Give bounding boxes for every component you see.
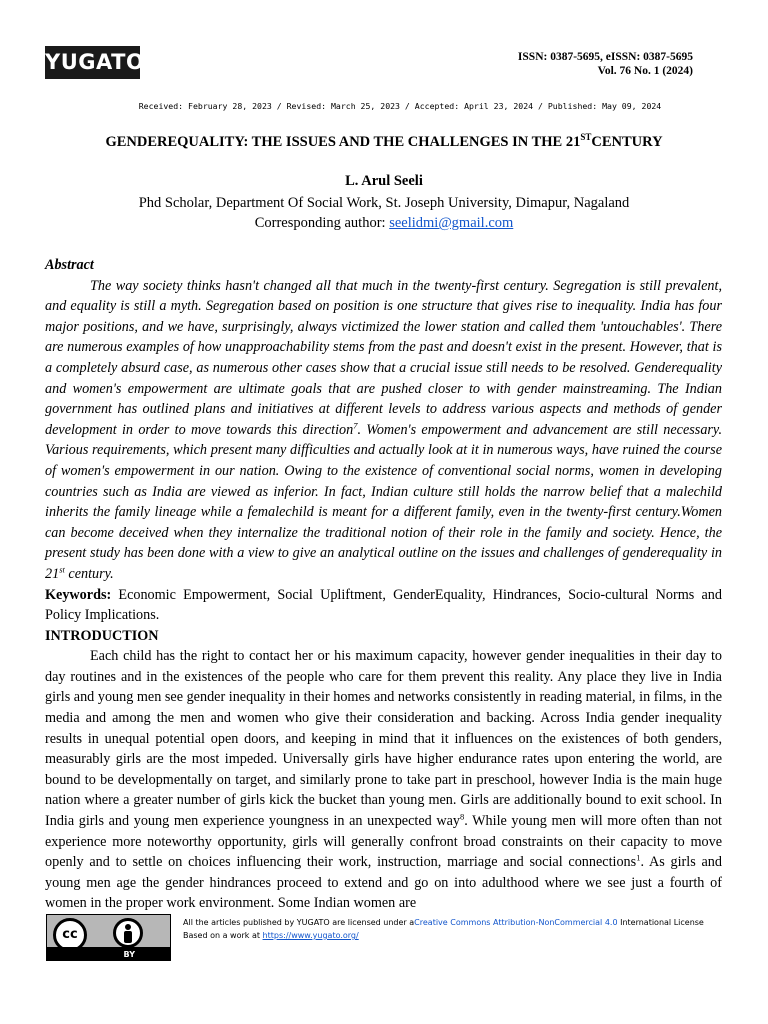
introduction-text — [45, 646, 722, 914]
license-footer — [46, 914, 726, 964]
ordinal-superscript: st — [59, 564, 65, 575]
title-end: CENTURY — [591, 133, 663, 150]
affiliation-block — [0, 193, 768, 233]
attribution-icon — [113, 918, 143, 948]
person-body — [124, 931, 132, 943]
reference-marker: 7 — [353, 420, 358, 431]
cc-by-badge — [46, 914, 171, 961]
abstract-part-3: century. — [64, 565, 114, 582]
keywords-text: Economic Empowerment, Social Upliftment, GenderEquality, Hindrances, Socio-cultural Norms and Policy Implications. — [45, 586, 722, 624]
publication-dates: Received: February 28, 2023 / Revised: March 25, 2023 / Accepted: April 23, 2024 / Published: May 09, 2024 — [138, 101, 662, 111]
corresponding-label: Corresponding author: — [254, 215, 390, 231]
abstract-text — [45, 276, 722, 585]
intro-part-3: . As girls and young men age the gender hindrances proceed to extend and go on into adulthood where we see just a fourth of women in the proper work environment. Some Indian women are — [45, 854, 722, 912]
email-link[interactable]: seelidmi@gmail.com — [389, 215, 514, 231]
corresponding-author — [0, 213, 768, 233]
website-link[interactable]: https://www.yugato.org/ — [262, 931, 359, 940]
abstract-part-2: . Women's empowerment and advancement are still necessary. Various requirements, which present many difficulties and actually look at it in numerous ways, have ruined the course of women's empowerment in our nation. Owing to the existence of conventional social norms, women in developing countries such as India are viewed as inferior. In fact, Indian culture still holds the narrow belief that a malechild inherits the family lineage while a femalechild is meant for a different family, even in the twenty-first century.Women can become deceived when they internalize the traditional notion of their role in the family and society. Hence, the present study has been done with a view to give an analytical outline on the issues and challenges of genderequality in 21 — [45, 421, 722, 582]
keywords — [45, 585, 722, 626]
reference-marker: 8 — [459, 811, 465, 822]
license-prefix: All the articles published by YUGATO are licensed under a — [183, 918, 415, 927]
author-name: L. Arul Seeli — [345, 173, 423, 189]
volume-text: Vol. 76 No. 1 (2024) — [597, 65, 693, 77]
affiliation: Phd Scholar, Department Of Social Work, St. Joseph University, Dimapur, Nagaland — [138, 195, 630, 211]
license-link[interactable]: Creative Commons Attribution-NonCommercial 4.0 — [414, 918, 618, 927]
by-label: BY — [123, 950, 135, 959]
based-on-label: Based on a work at — [183, 931, 263, 940]
license-suffix: International License — [617, 918, 704, 927]
badge-band — [47, 947, 170, 960]
journal-logo: YUGATO — [45, 46, 140, 79]
license-text — [183, 916, 704, 942]
intro-part-1: Each child has the right to contact her or his maximum capacity, however gender inequalities in their day to day routines and in the existences of the people who care for them prevent this reality. Any place they live in India girls and young men see gender inequality in their homes and networks consistently in reading material, in films, in the media and among the men and women who give their consideration and backing. Across India gender inequality results in unequal potential open doors, and keeping in mind that it influences on the existences of both genders, measurably girls are the most impeded. Universally girls have higher endurance rates upon entering the world, are bound to be developmentally on target, and similarly prone to take part in preschool, however India is the main huge nation where a greater number of girls kick the bucket than young men. Girls are additionally bound to exit school. In India girls and young men experience youngness in an unexpected way — [45, 648, 722, 830]
paper-title — [0, 132, 768, 151]
intro-part-2: . While young men will more often than not experience more noteworthy opportunity, girls will generally confront broad constraints on their capacity to move openly and to settle on choices influencing their work, instruction, marriage and social connections — [45, 813, 722, 871]
based-on-line — [183, 929, 704, 942]
keywords-label: Keywords: — [45, 586, 119, 603]
license-line — [183, 916, 704, 929]
title-superscript: ST — [580, 132, 592, 142]
issn-text: ISSN: 0387-5695, eISSN: 0387-5695 — [517, 51, 693, 63]
reference-marker: 1 — [636, 852, 641, 863]
title-main: GENDEREQUALITY: THE ISSUES AND THE CHALLENGES IN THE 21 — [105, 133, 581, 150]
introduction-heading: INTRODUCTION — [45, 627, 159, 644]
abstract-part-1: The way society thinks hasn't changed all that much in the twenty-first century. Segregation is still prevalent, and equality is still a myth. Segregation based on position is one structure that gives rise to inequality. India has four major positions, and we have, surprisingly, always victimized the lower station and called them 'untouchables'. There are numerous examples of how unapproachability stems from the past and doesn't exist in the present. However, that is a completely absurd case, as numerous other cases show that a crucial issue still needs to be resolved. Genderequality and women's empowerment are ultimate goals that are pushed closer to with gender mainstreaming. The Indian government has outlined plans and initiatives at different levels to address various aspects and methods of gender development in order to move towards this direction — [45, 277, 722, 438]
abstract-heading: Abstract — [45, 257, 94, 273]
article-body — [45, 255, 722, 914]
person-head — [125, 924, 131, 930]
creative-commons-icon: cc — [53, 918, 87, 952]
issn-block — [518, 50, 693, 78]
